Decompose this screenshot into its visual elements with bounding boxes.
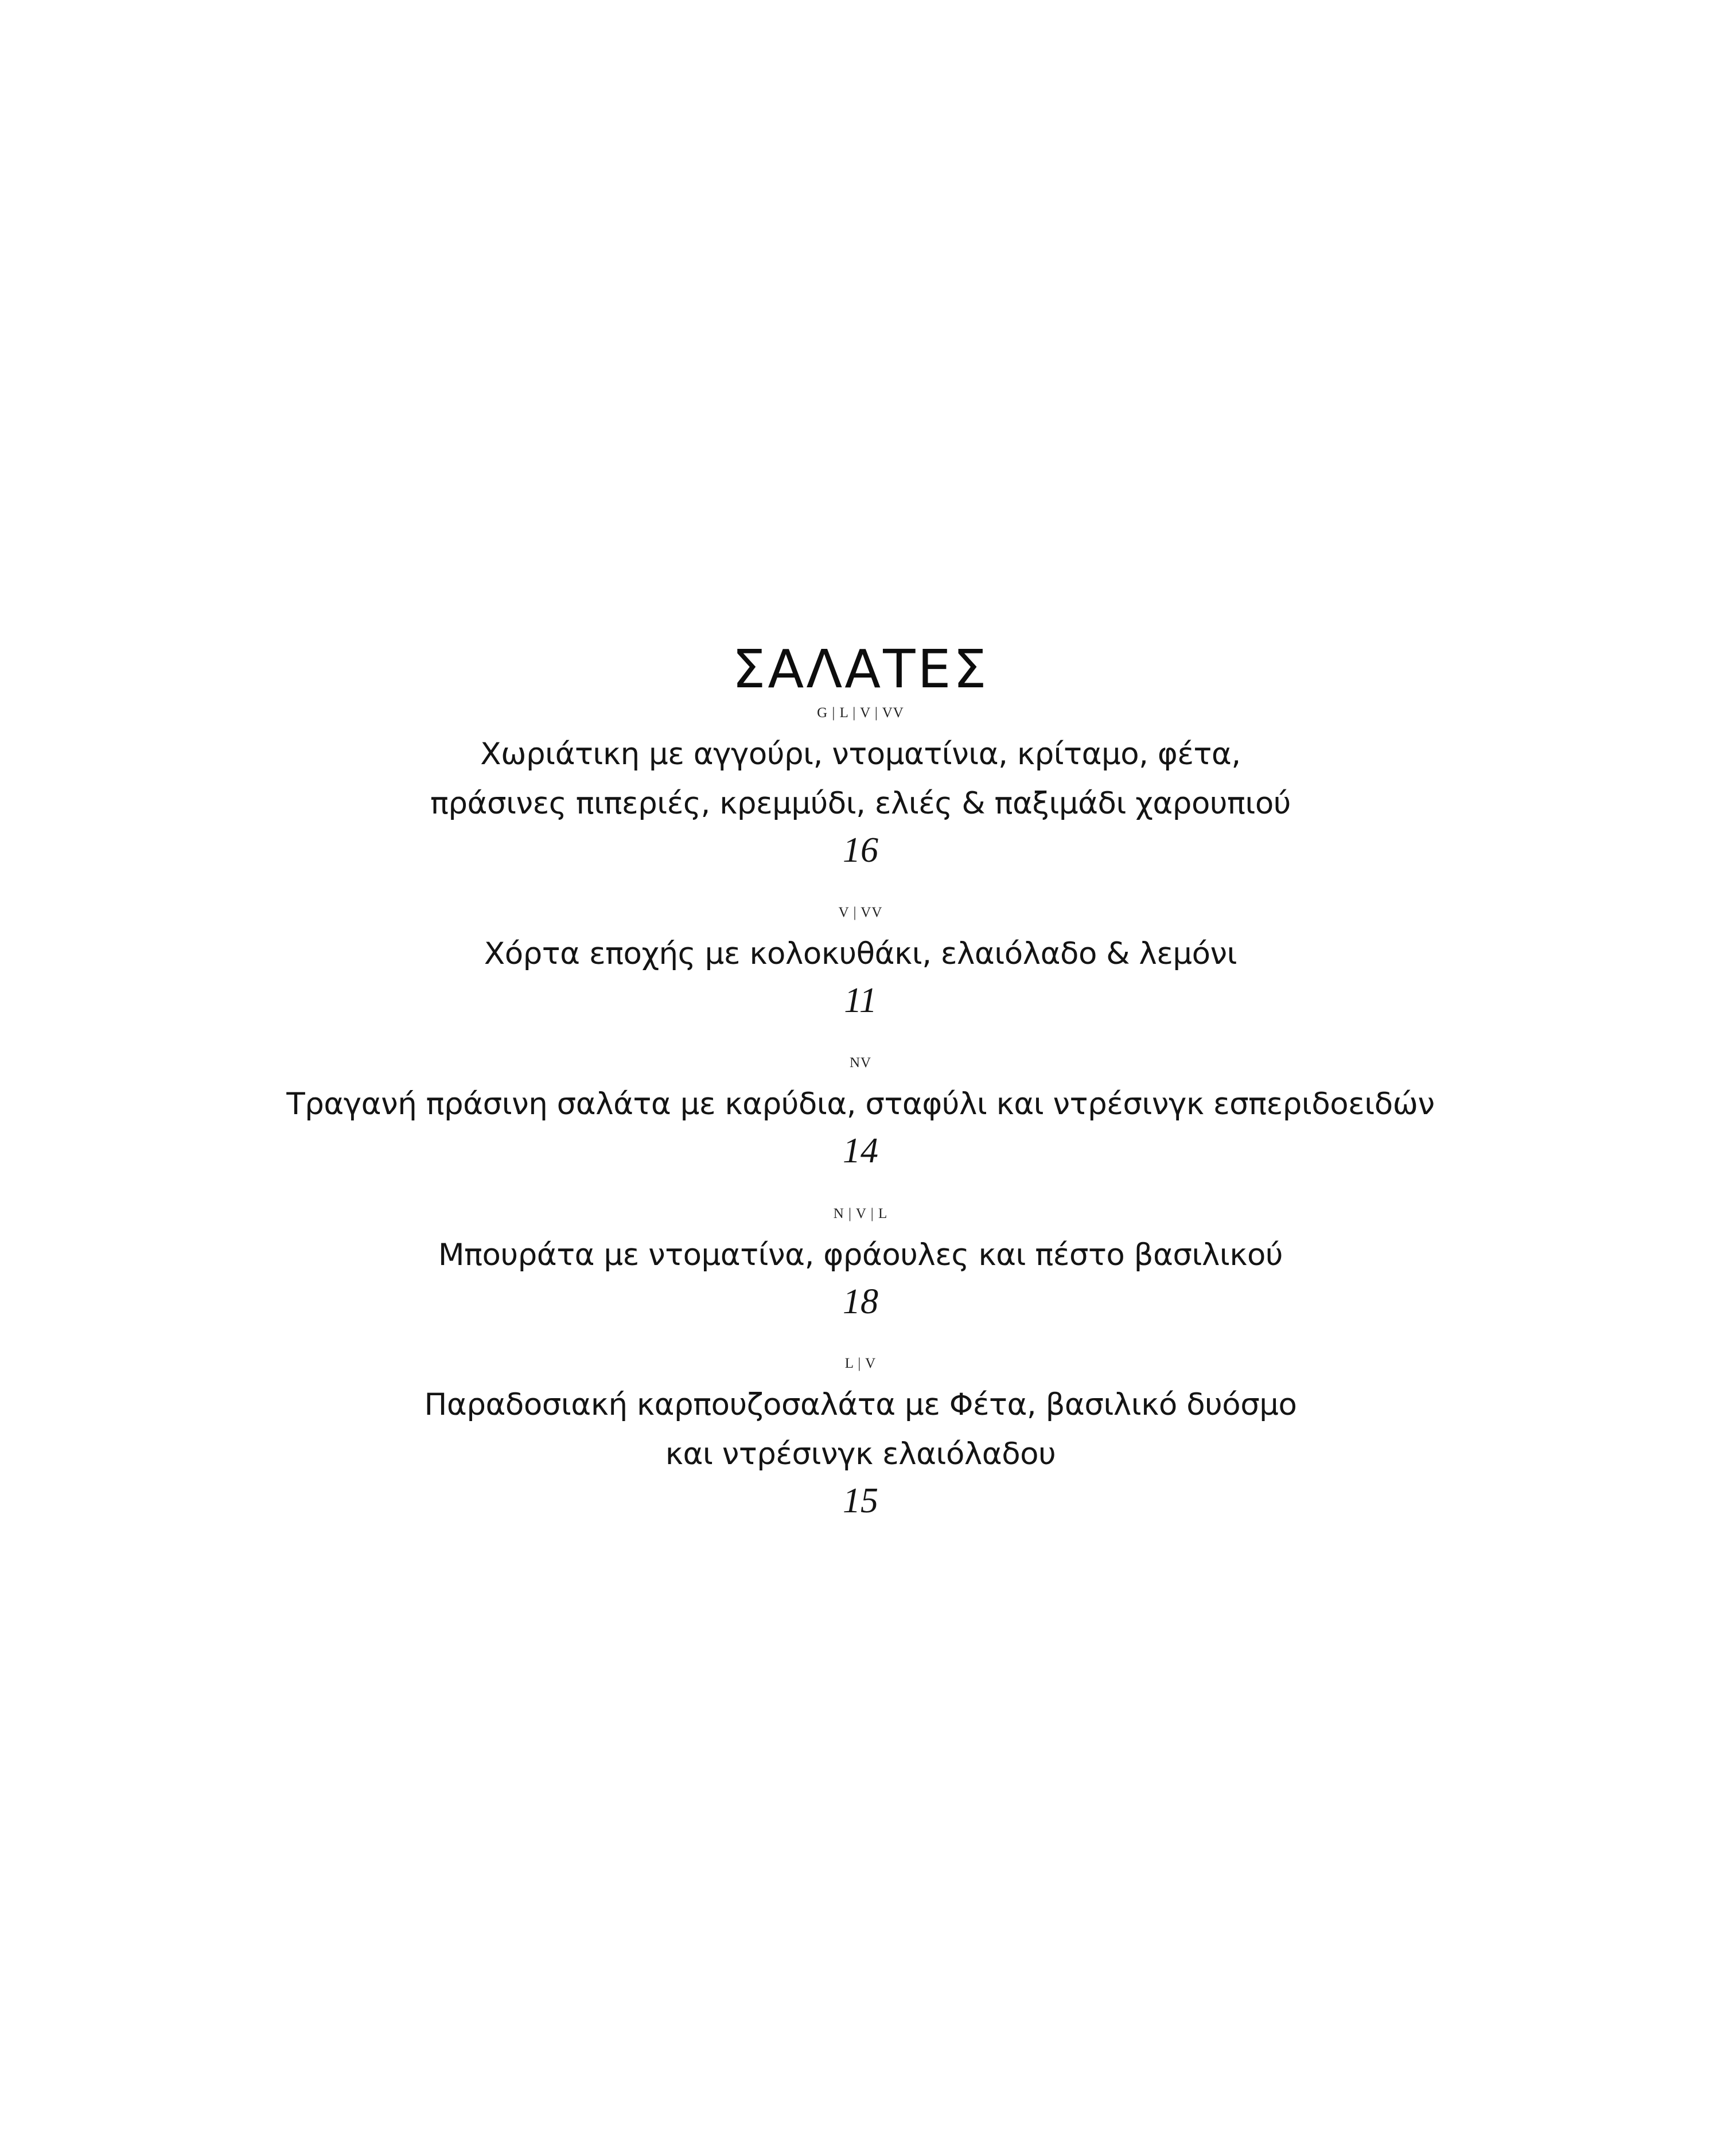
dietary-tags: NV	[849, 1055, 872, 1071]
item-price: 16	[843, 831, 878, 870]
item-price: 18	[843, 1282, 878, 1321]
dietary-tags: L | V	[844, 1356, 877, 1371]
dietary-tags: N | V | L	[833, 1206, 888, 1221]
dietary-tags: G | L | V | VV	[817, 705, 904, 721]
menu-item	[0, 1355, 1721, 1524]
item-description-line: πράσινες πιπεριές, κρεμμύδι, ελιές & παξιμάδι χαρουπιού	[430, 786, 1291, 821]
menu-item	[0, 1205, 1721, 1325]
dietary-tags: V | VV	[838, 905, 883, 920]
section-title: ΣΑΛΑΤΕΣ	[732, 639, 989, 700]
item-price: 15	[843, 1481, 878, 1520]
item-description-line: Χόρτα εποχής με κολοκυθάκι, ελαιόλαδο & λεμόνι	[484, 936, 1237, 971]
menu-item	[0, 705, 1721, 873]
item-description-line: Τραγανή πράσινη σαλάτα με καρύδια, σταφύλι και ντρέσινγκ εσπεριδοειδών	[286, 1087, 1435, 1122]
menu-item	[0, 1054, 1721, 1174]
item-description-line: και ντρέσινγκ ελαιόλαδου	[665, 1437, 1056, 1472]
item-description-line: Μπουράτα με ντοματίνα, φράουλες και πέστο βασιλικού	[438, 1237, 1283, 1272]
item-price: 11	[844, 981, 877, 1020]
item-price: 14	[843, 1131, 878, 1170]
menu-item	[0, 904, 1721, 1023]
item-description-line: Παραδοσιακή καρπουζοσαλάτα με Φέτα, βασιλικό δυόσμο	[424, 1387, 1297, 1422]
item-description-line: Χωριάτικη με αγγούρι, ντοματίνια, κρίταμο, φέτα,	[480, 737, 1241, 772]
